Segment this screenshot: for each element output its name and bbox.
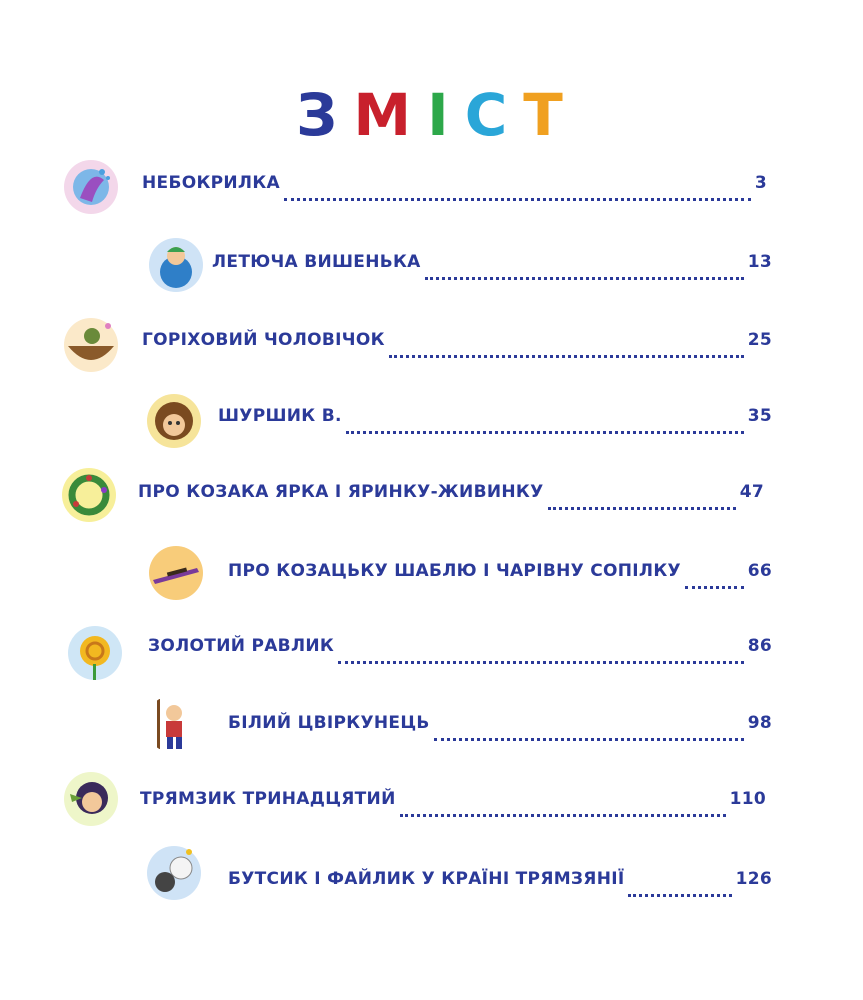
feather-bird-icon <box>62 158 120 216</box>
toc-leader-dots <box>434 726 744 741</box>
toc-entry-label: ПРО КОЗАКА ЯРКА І ЯРИНКУ-ЖИВИНКУ <box>138 482 544 502</box>
toc-leader-dots <box>400 802 726 817</box>
toc-entry-9[interactable] <box>140 789 766 819</box>
wreath-icon <box>60 466 118 524</box>
toc-entry-7[interactable] <box>148 636 772 666</box>
saber-flute-icon <box>147 544 205 602</box>
toc-entry-page: 66 <box>747 561 772 581</box>
toc-entry-label: ЗОЛОТИЙ РАВЛИК <box>148 636 335 656</box>
toc-leader-dots <box>346 419 744 434</box>
toc-entry-label: ТРЯМЗИК ТРИНАДЦЯТИЙ <box>140 789 396 809</box>
hedgehog-boy-icon <box>145 392 203 450</box>
toc-entry-page: 3 <box>754 173 767 193</box>
toc-leader-dots <box>548 495 736 510</box>
page-title <box>0 80 863 150</box>
toc-entry-label: ПРО КОЗАЦЬКУ ШАБЛЮ І ЧАРІВНУ СОПІЛКУ <box>228 561 681 581</box>
title-letter-5: Т <box>523 81 567 149</box>
toc-entry-label: ГОРІХОВИЙ ЧОЛОВІЧОК <box>142 330 385 350</box>
toc-entry-2[interactable] <box>212 252 772 282</box>
cherry-girl-icon <box>147 236 205 294</box>
title-letter-1: З <box>296 81 342 149</box>
dogs-icon <box>145 844 203 902</box>
toc-entry-page: 110 <box>729 789 766 809</box>
toc-entry-page: 98 <box>747 713 772 733</box>
title-letter-4: С <box>464 81 512 149</box>
toc-leader-dots <box>389 343 744 358</box>
toc-entry-page: 13 <box>747 252 772 272</box>
nut-man-icon <box>62 316 120 374</box>
toc-leader-dots <box>685 574 744 589</box>
toc-entry-6[interactable] <box>228 561 772 591</box>
toc-entry-10[interactable] <box>228 869 772 899</box>
toc-entry-label: ШУРШИК В. <box>218 406 342 426</box>
cricket-boy-icon <box>145 695 203 753</box>
toc-entry-page: 126 <box>735 869 772 889</box>
title-letter-3: І <box>427 81 453 149</box>
toc-entry-label: НЕБОКРИЛКА <box>142 173 281 193</box>
toc-entry-8[interactable] <box>228 713 772 743</box>
toc-entry-4[interactable] <box>218 406 772 436</box>
toc-entry-label: БУТСИК І ФАЙЛИК У КРАЇНІ ТРЯМЗЯНІЇ <box>228 869 625 889</box>
golden-snail-icon <box>66 624 124 682</box>
toc-entry-page: 35 <box>747 406 772 426</box>
toc-leader-dots <box>425 265 744 280</box>
tryamzik-icon <box>62 770 120 828</box>
toc-entry-page: 25 <box>747 330 772 350</box>
toc-entry-1[interactable] <box>142 173 767 203</box>
toc-entry-page: 86 <box>747 636 772 656</box>
toc-entry-3[interactable] <box>142 330 772 360</box>
toc-leader-dots <box>284 186 751 201</box>
toc-entry-label: БІЛИЙ ЦВІРКУНЕЦЬ <box>228 713 430 733</box>
toc-entry-label: ЛЕТЮЧА ВИШЕНЬКА <box>212 252 421 272</box>
toc-leader-dots <box>338 649 744 664</box>
title-letter-2: М <box>353 81 416 149</box>
toc-leader-dots <box>628 882 731 897</box>
toc-entry-page: 47 <box>739 482 764 502</box>
toc-entry-5[interactable] <box>138 482 764 512</box>
